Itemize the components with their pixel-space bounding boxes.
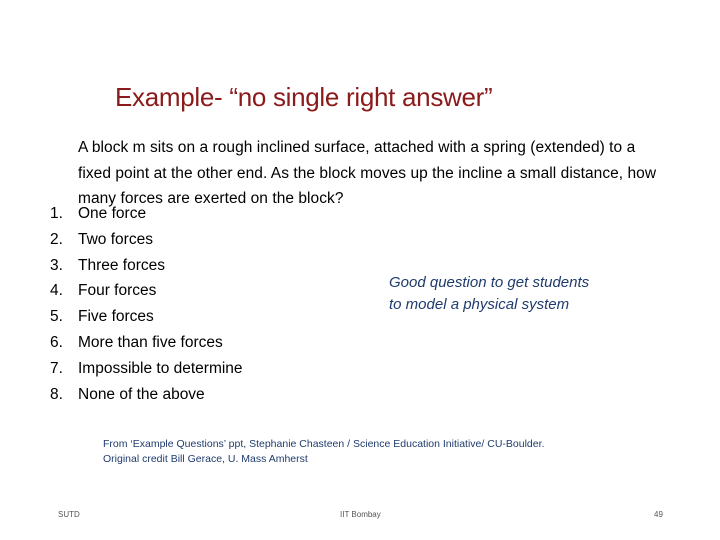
page-number: 49 xyxy=(654,510,663,519)
option-number: 2. xyxy=(50,230,63,248)
credit-line: Original credit Bill Gerace, U. Mass Amherst xyxy=(103,453,308,465)
instructor-note xyxy=(389,272,669,316)
option-number: 5. xyxy=(50,308,63,326)
option-number: 6. xyxy=(50,333,63,351)
footer-center-label: IIT Bombay xyxy=(340,510,381,519)
option-label: Three forces xyxy=(78,256,166,274)
note-line: Good question to get students xyxy=(389,274,590,291)
option-number: 7. xyxy=(50,359,63,377)
source-credit xyxy=(103,437,544,467)
option-number: 1. xyxy=(50,205,63,222)
option-label: One force xyxy=(78,205,147,222)
option-label: More than five forces xyxy=(78,333,223,351)
note-line: to model a physical system xyxy=(389,296,570,313)
option-number: 3. xyxy=(50,256,63,274)
option-number: 4. xyxy=(50,282,63,300)
option-number: 8. xyxy=(50,385,63,403)
option-label: Five forces xyxy=(78,308,154,326)
option-label: Two forces xyxy=(78,230,153,248)
credit-line: From ‘Example Questions’ ppt, Stephanie Chasteen / Science Education Initiative/ CU-Boulder. xyxy=(103,438,545,450)
footer-left-label: SUTD xyxy=(58,510,80,519)
option-label: Impossible to determine xyxy=(78,359,243,377)
option-label: None of the above xyxy=(78,385,205,403)
slide-title: Example- “no single right answer” xyxy=(115,82,493,112)
option-label: Four forces xyxy=(78,282,157,300)
question-text: A block m sits on a rough inclined surface, attached with a spring (extended) to a fixed point at the other end. As the block moves up the incline a small distance, how many forces are exerted on the block? xyxy=(78,139,657,207)
